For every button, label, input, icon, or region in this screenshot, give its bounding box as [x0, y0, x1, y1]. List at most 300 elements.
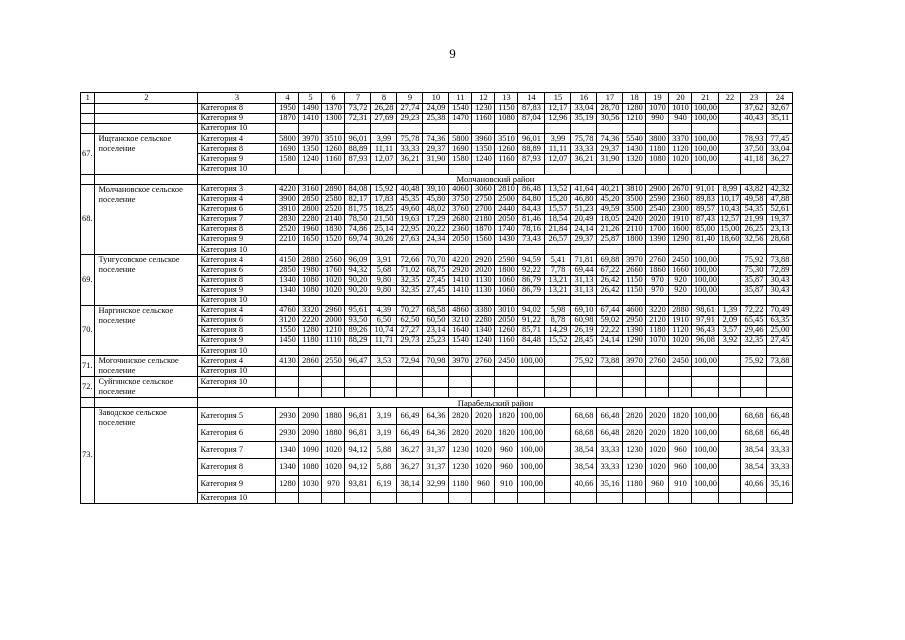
value-cell: 1070 — [646, 104, 669, 114]
value-cell: 29,37 — [423, 144, 449, 154]
value-cell — [472, 245, 495, 255]
header-cell: 17 — [597, 93, 623, 104]
value-cell: 87,83 — [518, 104, 545, 114]
value-cell: 2020 — [646, 408, 669, 425]
value-cell: 1950 — [276, 104, 299, 114]
value-cell: 72,66 — [397, 255, 423, 265]
table-row — [81, 255, 793, 265]
row-number: 71. — [81, 356, 95, 377]
value-cell: 1660 — [669, 265, 692, 275]
category-label: Категория 9 — [198, 285, 276, 295]
value-cell: 27,27 — [397, 326, 423, 336]
value-cell — [322, 164, 345, 174]
value-cell: 100,00 — [693, 254, 717, 264]
value-cell: 10,74 — [371, 326, 397, 336]
value-cell: 15,57 — [545, 204, 571, 214]
value-cell: 40,66 — [571, 476, 597, 493]
value-cell: 1410 — [299, 114, 322, 124]
value-cell: 85,71 — [518, 326, 545, 336]
value-cell — [397, 295, 423, 305]
value-cell: 22,22 — [597, 326, 623, 336]
value-cell: 12,17 — [545, 104, 571, 114]
value-cell: 2850 — [276, 265, 299, 275]
value-cell: 66,48 — [767, 425, 793, 442]
value-cell — [597, 387, 623, 398]
value-cell: 3500 — [623, 194, 646, 204]
value-cell: 35,11 — [767, 114, 793, 124]
value-cell — [571, 387, 597, 398]
value-cell: 31,37 — [423, 459, 449, 476]
value-cell — [719, 114, 741, 124]
value-cell: 3970 — [623, 255, 646, 265]
value-cell: 70,49 — [767, 305, 793, 315]
district-label: Парабельский район — [198, 398, 793, 408]
value-cell — [719, 366, 741, 377]
category-label: Категория 3 — [198, 184, 276, 194]
value-cell: 1080 — [299, 459, 322, 476]
category-label: Категория 8 — [198, 326, 276, 336]
value-cell: 2,09 — [719, 315, 741, 325]
value-cell: 1390 — [623, 326, 646, 336]
value-cell — [518, 493, 545, 503]
value-cell: 1390 — [646, 235, 669, 245]
value-cell — [719, 346, 741, 356]
value-cell: 1800 — [623, 235, 646, 245]
value-cell: 72,89 — [767, 265, 793, 275]
header-cell: 6 — [322, 93, 345, 104]
category-label: Категория 9 — [198, 114, 276, 124]
value-cell — [495, 387, 518, 398]
value-cell: 39,10 — [423, 184, 449, 194]
value-cell — [741, 124, 767, 134]
value-cell — [472, 377, 495, 388]
value-cell — [767, 164, 793, 174]
value-cell: 35,16 — [767, 476, 793, 493]
value-cell — [449, 245, 472, 255]
table-row — [81, 356, 793, 367]
value-cell: 1820 — [495, 408, 518, 425]
settlement-name: Наргинское сельское поселение — [95, 305, 198, 355]
value-cell: 27,45 — [423, 275, 449, 285]
value-cell: 1470 — [449, 114, 472, 124]
value-cell: 13,52 — [545, 184, 571, 194]
value-cell — [669, 387, 692, 398]
value-cell — [597, 124, 623, 134]
value-cell: 60,50 — [423, 315, 449, 325]
value-cell: 1010 — [669, 104, 692, 114]
value-cell: 26,25 — [741, 225, 767, 235]
value-cell — [299, 124, 322, 134]
value-cell — [545, 387, 571, 398]
value-cell: 32,56 — [741, 235, 767, 245]
value-cell — [472, 295, 495, 305]
value-cell: 29,73 — [397, 336, 423, 346]
category-label: Категория 4 — [198, 134, 276, 144]
value-cell: 1150 — [623, 275, 646, 285]
value-cell — [646, 493, 669, 503]
value-cell — [371, 245, 397, 255]
value-cell: 1260 — [495, 144, 518, 154]
settlement-name: Молчановское сельское поселение — [95, 184, 198, 255]
header-cell: 11 — [449, 93, 472, 104]
value-cell — [276, 164, 299, 174]
value-cell: 33,33 — [597, 459, 623, 476]
value-cell: 32,35 — [741, 336, 767, 346]
category-label: Категория 6 — [198, 204, 276, 214]
value-cell: 84,48 — [518, 336, 545, 346]
value-cell: 91,01 — [692, 184, 719, 194]
value-cell — [472, 124, 495, 134]
value-cell: 1340 — [472, 326, 495, 336]
value-cell: 1640 — [449, 326, 472, 336]
value-cell: 29,37 — [571, 235, 597, 245]
value-cell: 36,27 — [767, 154, 793, 164]
value-cell: 2760 — [646, 356, 669, 367]
value-cell: 77,45 — [767, 134, 793, 144]
category-label: Категория 4 — [198, 194, 276, 204]
value-cell — [423, 164, 449, 174]
value-cell — [719, 387, 741, 398]
value-cell — [276, 377, 299, 388]
value-cell: 28,68 — [767, 235, 793, 245]
value-cell — [423, 346, 449, 356]
value-cell: 1210 — [623, 114, 646, 124]
value-cell — [397, 493, 423, 503]
value-cell: 87,04 — [518, 114, 545, 124]
value-cell: 1020 — [669, 336, 692, 346]
settlement-name — [95, 114, 198, 124]
category-label: Категория 4 — [198, 356, 276, 367]
value-cell: 5,68 — [371, 265, 397, 275]
value-cell: 2820 — [623, 408, 646, 425]
header-cell: 13 — [495, 93, 518, 104]
value-cell: 32,35 — [397, 275, 423, 285]
value-cell: 4760 — [276, 305, 299, 315]
value-cell — [299, 366, 322, 377]
settlement-name: Суйгинское сельское поселение — [95, 377, 198, 398]
table-row — [81, 114, 793, 124]
value-cell: 1490 — [299, 104, 322, 114]
value-cell: 1080 — [646, 154, 669, 164]
value-cell: 1020 — [472, 442, 495, 459]
value-cell: 29,23 — [397, 114, 423, 124]
value-cell: 970 — [646, 275, 669, 285]
value-cell: 6,50 — [371, 315, 397, 325]
value-cell: 2560 — [322, 255, 345, 265]
value-cell: 1080 — [299, 285, 322, 295]
value-cell — [719, 104, 741, 114]
value-cell: 1350 — [299, 144, 322, 154]
value-cell: 1240 — [472, 336, 495, 346]
value-cell: 29,37 — [597, 144, 623, 154]
header-row — [81, 93, 793, 104]
value-cell: 2020 — [472, 408, 495, 425]
value-cell — [299, 295, 322, 305]
value-cell: 2920 — [449, 265, 472, 275]
value-cell — [449, 124, 472, 134]
value-cell: 24,14 — [597, 336, 623, 346]
category-label: Категория 8 — [198, 225, 276, 235]
value-cell — [518, 164, 545, 174]
value-cell: 1690 — [449, 144, 472, 154]
value-cell: 75,92 — [741, 356, 767, 367]
value-cell: 1,39 — [719, 305, 741, 315]
category-label: Категория 6 — [198, 265, 276, 275]
value-cell: 1820 — [669, 408, 692, 425]
value-cell — [276, 493, 299, 503]
value-cell — [322, 366, 345, 377]
value-cell — [276, 295, 299, 305]
value-cell: 66,48 — [767, 408, 793, 425]
value-cell: 1080 — [299, 275, 322, 285]
value-cell: 73,88 — [597, 356, 623, 367]
category-label: Категория 8 — [198, 144, 276, 154]
value-cell: 5800 — [449, 134, 472, 144]
value-cell: 1320 — [623, 154, 646, 164]
category-label: Категория 10 — [198, 245, 276, 255]
value-cell — [322, 245, 345, 255]
value-cell: 41,18 — [741, 154, 767, 164]
row-number — [81, 114, 95, 124]
value-cell — [597, 493, 623, 503]
value-cell: 2520 — [322, 204, 345, 214]
table-row — [81, 134, 793, 144]
value-cell: 2450 — [669, 356, 692, 367]
value-cell: 2930 — [276, 425, 299, 442]
value-cell: 1560 — [472, 235, 495, 245]
value-cell — [449, 295, 472, 305]
value-cell — [371, 366, 397, 377]
category-label — [198, 387, 276, 398]
value-cell — [692, 377, 719, 388]
category-label: Категория 4 — [198, 255, 276, 265]
value-cell — [472, 366, 495, 377]
settlement-name — [95, 104, 198, 114]
value-cell: 3,57 — [719, 326, 741, 336]
value-cell: 4600 — [623, 305, 646, 315]
value-cell: 87,93 — [345, 154, 371, 164]
value-cell: 1880 — [322, 425, 345, 442]
value-cell: 1280 — [623, 104, 646, 114]
value-cell: 42,32 — [767, 184, 793, 194]
value-cell: 1430 — [495, 235, 518, 245]
value-cell: 5,98 — [545, 305, 571, 315]
value-cell: 96,81 — [345, 408, 371, 425]
value-cell: 67,44 — [597, 305, 623, 315]
category-label: Категория 8 — [198, 275, 276, 285]
value-cell: 3120 — [276, 315, 299, 325]
value-cell — [646, 346, 669, 356]
value-cell — [767, 124, 793, 134]
value-cell: 3,99 — [371, 134, 397, 144]
value-cell: 3500 — [623, 204, 646, 214]
value-cell: 2090 — [299, 425, 322, 442]
value-cell: 1260 — [495, 326, 518, 336]
value-cell: 92,22 — [518, 265, 545, 275]
header-cell: 8 — [371, 93, 397, 104]
value-cell: 30,43 — [767, 285, 793, 295]
value-cell: 40,43 — [741, 114, 767, 124]
value-cell — [692, 124, 719, 134]
value-cell: 81,75 — [345, 204, 371, 214]
value-cell: 1230 — [449, 459, 472, 476]
value-cell: 2930 — [276, 408, 299, 425]
value-cell: 63,35 — [767, 315, 793, 325]
value-cell — [669, 377, 692, 388]
category-label: Категория 8 — [198, 104, 276, 114]
value-cell: 84,80 — [518, 194, 545, 204]
value-cell: 35,19 — [571, 114, 597, 124]
value-cell: 49,60 — [397, 204, 423, 214]
value-cell: 2800 — [299, 204, 322, 214]
value-cell: 2050 — [495, 315, 518, 325]
value-cell: 100,00 — [518, 476, 545, 493]
value-cell: 31,90 — [423, 154, 449, 164]
value-cell: 62,50 — [397, 315, 423, 325]
value-cell — [495, 377, 518, 388]
value-cell — [345, 366, 371, 377]
value-cell: 2020 — [646, 425, 669, 442]
value-cell: 2360 — [669, 194, 692, 204]
value-cell: 970 — [646, 285, 669, 295]
value-cell — [719, 124, 741, 134]
value-cell: 1340 — [276, 275, 299, 285]
value-cell: 1020 — [669, 154, 692, 164]
value-cell — [449, 366, 472, 377]
value-cell: 28,45 — [571, 336, 597, 346]
value-cell: 1130 — [472, 285, 495, 295]
data-table — [80, 92, 793, 504]
value-cell: 1180 — [299, 336, 322, 346]
value-cell: 8,78 — [545, 315, 571, 325]
value-cell: 45,20 — [597, 194, 623, 204]
value-cell: 31,13 — [571, 285, 597, 295]
value-cell: 2280 — [299, 215, 322, 225]
value-cell: 26,28 — [371, 104, 397, 114]
value-cell: 67,22 — [597, 265, 623, 275]
table-row — [81, 377, 793, 388]
value-cell — [545, 245, 571, 255]
value-cell: 81,46 — [518, 215, 545, 225]
value-cell: 3750 — [449, 194, 472, 204]
value-cell: 48,02 — [423, 204, 449, 214]
value-cell: 2880 — [669, 305, 692, 315]
value-cell: 27,74 — [397, 104, 423, 114]
header-cell: 3 — [198, 93, 276, 104]
row-number: 73. — [81, 408, 95, 503]
value-cell: 4220 — [276, 184, 299, 194]
value-cell: 2590 — [646, 194, 669, 204]
category-label: Категория 7 — [198, 442, 276, 459]
value-cell: 100,00 — [692, 408, 719, 425]
value-cell: 93,50 — [345, 315, 371, 325]
value-cell — [495, 164, 518, 174]
header-cell: 15 — [545, 93, 571, 104]
row-number — [81, 104, 95, 114]
value-cell — [571, 366, 597, 377]
category-label: Категория 9 — [198, 154, 276, 164]
value-cell — [371, 164, 397, 174]
value-cell: 1580 — [449, 154, 472, 164]
value-cell: 43,82 — [741, 184, 767, 194]
value-cell — [623, 346, 646, 356]
value-cell: 2660 — [623, 265, 646, 275]
value-cell: 12,07 — [545, 154, 571, 164]
value-cell — [623, 295, 646, 305]
value-cell — [472, 493, 495, 503]
value-cell: 49,59 — [597, 204, 623, 214]
value-cell: 1020 — [322, 459, 345, 476]
value-cell — [276, 366, 299, 377]
value-cell: 11,11 — [371, 144, 397, 154]
value-cell — [397, 366, 423, 377]
value-cell: 1030 — [299, 476, 322, 493]
value-cell: 21,99 — [741, 215, 767, 225]
value-cell: 2890 — [322, 184, 345, 194]
value-cell: 82,17 — [345, 194, 371, 204]
value-cell: 5,41 — [545, 255, 571, 265]
header-cell: 4 — [276, 93, 299, 104]
value-cell: 1240 — [299, 154, 322, 164]
value-cell: 21,84 — [545, 225, 571, 235]
value-cell: 100,00 — [693, 113, 717, 123]
value-cell: 38,54 — [571, 459, 597, 476]
value-cell: 1980 — [299, 265, 322, 275]
value-cell: 12,07 — [371, 154, 397, 164]
value-cell: 87,93 — [518, 154, 545, 164]
value-cell — [646, 124, 669, 134]
value-cell: 25,00 — [767, 326, 793, 336]
value-cell — [719, 275, 741, 285]
value-cell: 95,61 — [345, 305, 371, 315]
value-cell: 1520 — [322, 235, 345, 245]
value-cell — [397, 377, 423, 388]
value-cell — [545, 377, 571, 388]
value-cell: 40,48 — [397, 184, 423, 194]
value-cell: 920 — [669, 285, 692, 295]
value-cell — [623, 124, 646, 134]
value-cell: 3210 — [449, 315, 472, 325]
value-cell: 40,21 — [597, 184, 623, 194]
value-cell: 4,39 — [371, 305, 397, 315]
value-cell — [669, 124, 692, 134]
value-cell: 3960 — [472, 134, 495, 144]
value-cell: 66,48 — [597, 425, 623, 442]
value-cell: 1690 — [276, 144, 299, 154]
value-cell: 20,22 — [423, 225, 449, 235]
value-cell — [423, 366, 449, 377]
value-cell — [719, 377, 741, 388]
value-cell: 2950 — [623, 315, 646, 325]
value-cell: 100,00 — [692, 425, 719, 442]
value-cell: 1210 — [322, 326, 345, 336]
value-cell — [646, 387, 669, 398]
value-cell: 24,09 — [423, 104, 449, 114]
value-cell: 30,43 — [767, 275, 793, 285]
value-cell: 35,87 — [741, 275, 767, 285]
value-cell — [623, 245, 646, 255]
value-cell: 910 — [495, 476, 518, 493]
value-cell: 12,57 — [720, 214, 740, 224]
value-cell: 45,35 — [397, 194, 423, 204]
value-cell: 1370 — [322, 104, 345, 114]
value-cell: 2300 — [669, 204, 692, 214]
value-cell: 910 — [669, 476, 692, 493]
value-cell: 3910 — [276, 204, 299, 214]
value-cell: 4060 — [449, 184, 472, 194]
value-cell: 13,21 — [545, 285, 571, 295]
value-cell — [597, 295, 623, 305]
